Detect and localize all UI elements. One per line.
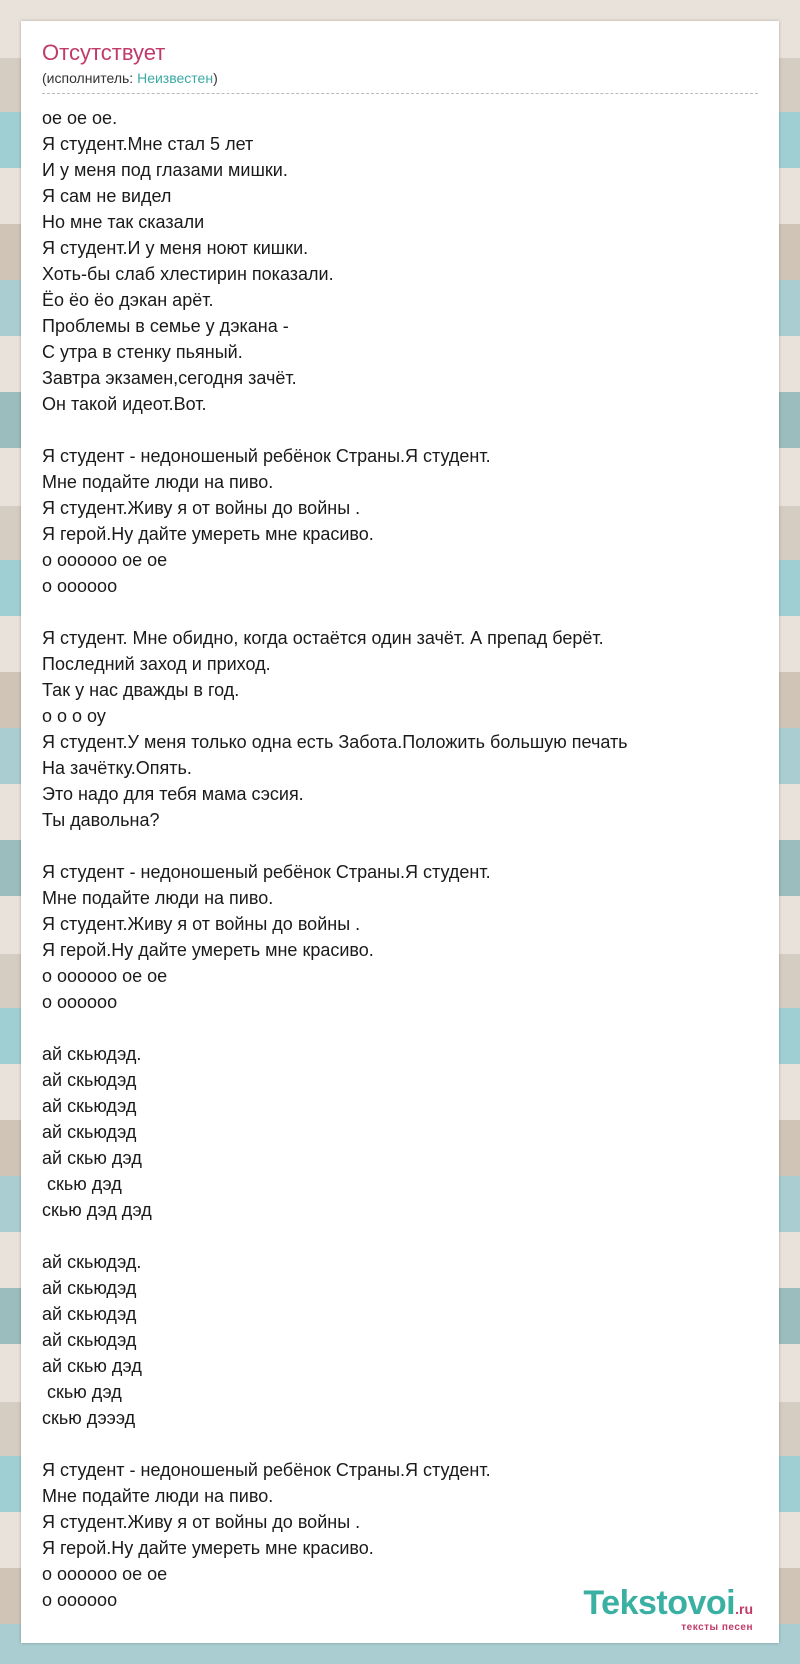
lyric-line: Завтра экзамен,сегодня зачёт.	[42, 368, 297, 388]
lyric-line: Я студент.Живу я от войны до войны .	[42, 914, 361, 934]
lyric-line: ай скью дэд	[42, 1148, 142, 1168]
lyric-line: ое ое ое.	[42, 108, 118, 128]
artist-suffix: )	[213, 70, 218, 86]
lyrics-card	[21, 21, 779, 1643]
lyric-line: Но мне так сказали	[42, 212, 205, 232]
logo-tagline: тексты песен	[681, 1622, 753, 1633]
artist-link[interactable]: Неизвестен	[137, 70, 214, 86]
lyric-line: Мне подайте люди на пиво.	[42, 888, 274, 908]
lyric-line: Я сам не видел	[42, 186, 172, 206]
lyric-line: о о о оу	[42, 706, 106, 726]
lyric-line: Ёо ёо ёо дэкан арёт.	[42, 290, 214, 310]
lyric-line: Я студент.У меня только одна есть Забота.Положить большую печать	[42, 732, 628, 752]
lyric-line: Мне подайте люди на пиво.	[42, 1486, 274, 1506]
lyric-line: скью дэд	[42, 1382, 122, 1402]
lyric-line: о оооооо ое ое	[42, 550, 168, 570]
logo-tld: .ru	[735, 1601, 753, 1617]
lyric-line: о оооооо	[42, 576, 118, 596]
lyric-line: Я студент - недоношеный ребёнок Страны.Я студент.	[42, 446, 491, 466]
lyric-line: о оооооо ое ое	[42, 1564, 168, 1584]
lyric-line: Я студент - недоношеный ребёнок Страны.Я студент.	[42, 862, 491, 882]
lyric-line: Я студент.Живу я от войны до войны .	[42, 498, 361, 518]
lyric-line: скью дэд дэд	[42, 1200, 152, 1220]
lyric-line: С утра в стенку пьяный.	[42, 342, 243, 362]
lyric-line: ай скьюдэд.	[42, 1252, 142, 1272]
lyric-line	[42, 833, 758, 859]
lyric-line: На зачётку.Опять.	[42, 758, 192, 778]
lyric-line: Я студент - недоношеный ребёнок Страны.Я студент.	[42, 1460, 491, 1480]
lyric-line: ай скьюдэд	[42, 1330, 137, 1350]
lyric-line: Ты давольна?	[42, 810, 160, 830]
lyric-line: Он такой идеот.Вот.	[42, 394, 207, 414]
lyric-line: ай скьюдэд	[42, 1096, 137, 1116]
lyric-line: ай скью дэд	[42, 1356, 142, 1376]
lyric-line: Проблемы в семье у дэкана -	[42, 316, 289, 336]
lyric-line: о оооооо	[42, 992, 118, 1012]
lyric-line: Последний заход и приход.	[42, 654, 271, 674]
lyric-line: скью дэд	[42, 1174, 122, 1194]
site-logo[interactable]	[583, 1584, 753, 1633]
song-header	[42, 39, 758, 94]
lyric-line: ай скьюдэд	[42, 1278, 137, 1298]
lyric-line: Я герой.Ну дайте умереть мне красиво.	[42, 524, 374, 544]
lyric-line: ай скьюдэд	[42, 1122, 137, 1142]
lyric-line: Я студент. Мне обидно, когда остаётся один зачёт. А препад берёт.	[42, 628, 604, 648]
lyrics-text	[42, 105, 758, 1613]
lyric-line: Это надо для тебя мама сэсия.	[42, 784, 304, 804]
lyric-line: ай скьюдэд	[42, 1304, 137, 1324]
artist-line	[42, 69, 758, 87]
lyric-line: Хоть-бы слаб хлестирин показали.	[42, 264, 334, 284]
lyric-line: Я студент.Живу я от войны до войны .	[42, 1512, 361, 1532]
lyric-line	[42, 599, 758, 625]
lyric-line	[42, 1431, 758, 1457]
lyric-line: Я студент.И у меня ноют кишки.	[42, 238, 309, 258]
lyric-line: о оооооо	[42, 1590, 118, 1610]
lyric-line: Я герой.Ну дайте умереть мне красиво.	[42, 1538, 374, 1558]
lyric-line: Я студент.Мне стал 5 лет	[42, 134, 254, 154]
lyric-line: ай скьюдэд.	[42, 1044, 142, 1064]
logo-main-text: Tekstovoi	[583, 1584, 736, 1622]
song-title: Отсутствует	[42, 40, 166, 65]
lyric-line	[42, 1015, 758, 1041]
lyric-line: Так у нас дважды в год.	[42, 680, 240, 700]
lyric-line	[42, 1223, 758, 1249]
lyric-line: Я герой.Ну дайте умереть мне красиво.	[42, 940, 374, 960]
lyric-line: о оооооо ое ое	[42, 966, 168, 986]
lyric-line: ай скьюдэд	[42, 1070, 137, 1090]
artist-prefix: (исполнитель:	[42, 70, 138, 86]
lyric-line: И у меня под глазами мишки.	[42, 160, 288, 180]
lyric-line: скью дэээд	[42, 1408, 136, 1428]
lyric-line	[42, 417, 758, 443]
lyric-line: Мне подайте люди на пиво.	[42, 472, 274, 492]
